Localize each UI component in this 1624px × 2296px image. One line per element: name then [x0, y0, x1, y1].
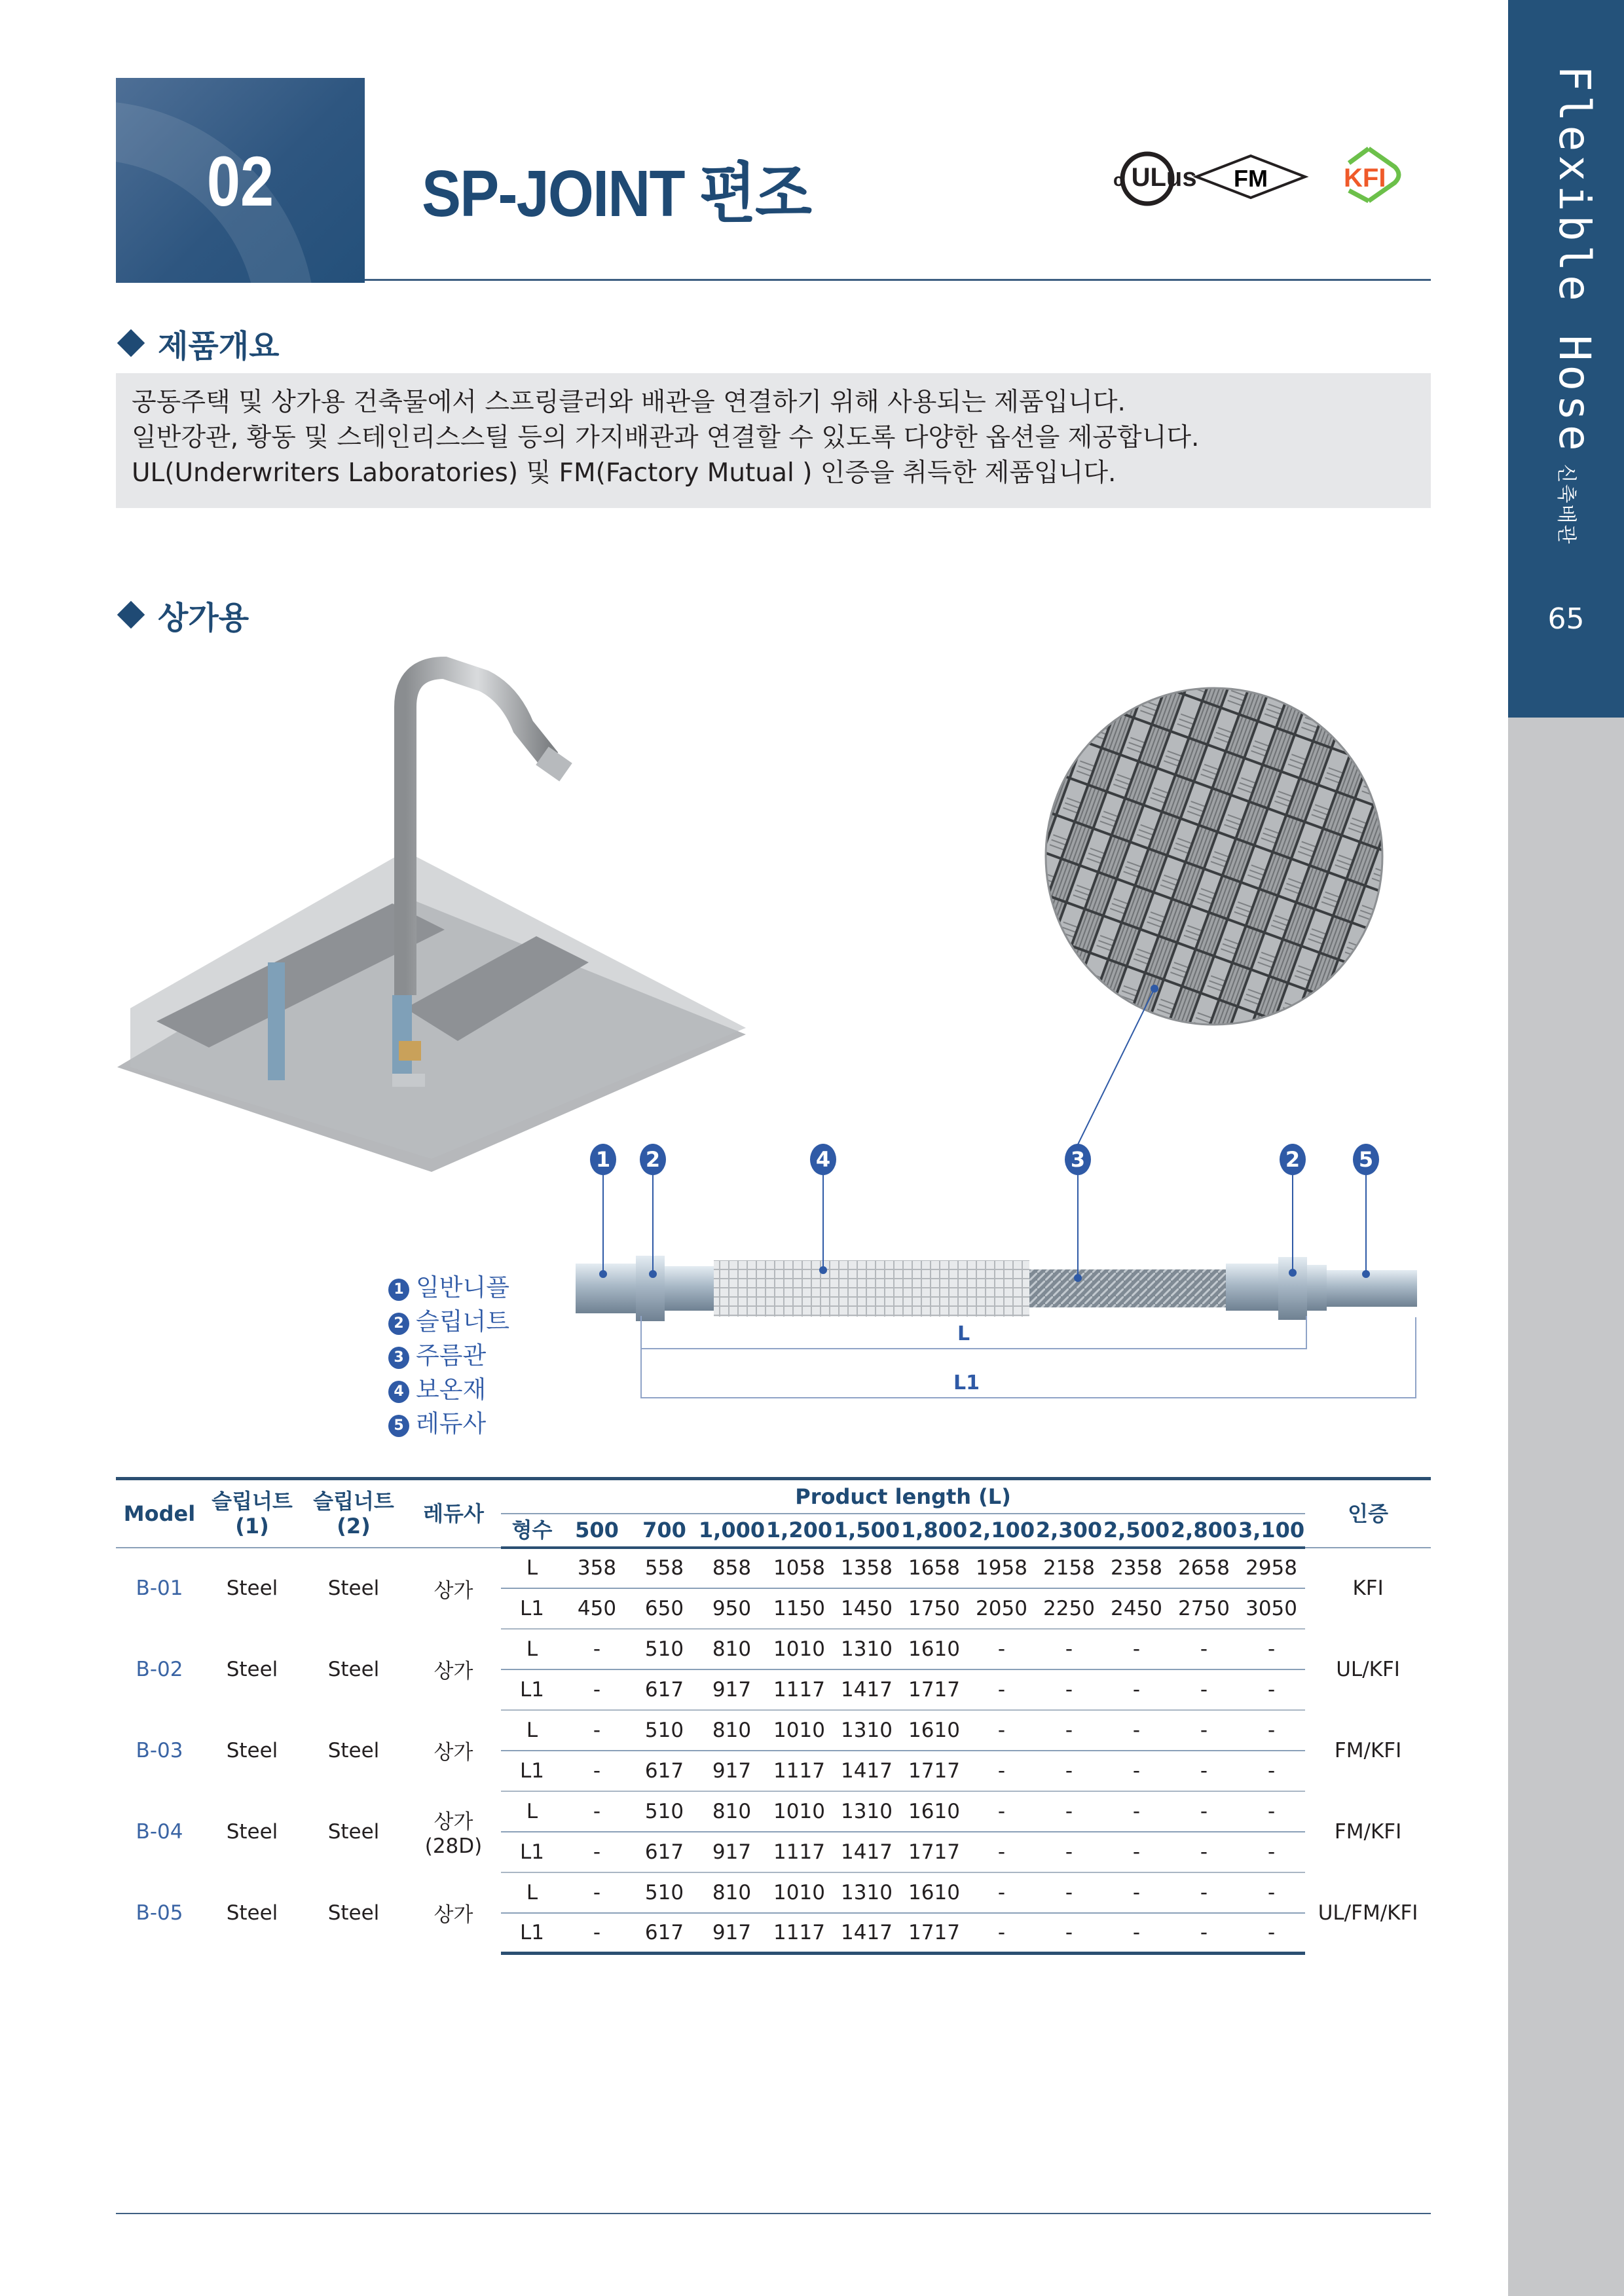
- reducer-cell: 상가(28D): [424, 1810, 483, 1858]
- length-cell: 510: [631, 1710, 698, 1751]
- length-cell: -: [1035, 1710, 1103, 1751]
- length-cell: -: [1170, 1751, 1238, 1791]
- length-cell: -: [968, 1629, 1035, 1669]
- header-size: 2,100: [968, 1514, 1035, 1548]
- cert-cell: UL/FM/KFI: [1318, 1901, 1418, 1925]
- header-size: 500: [563, 1514, 631, 1548]
- length-cell: 1150: [766, 1588, 833, 1629]
- corrugated-hose: [1029, 1269, 1226, 1307]
- header-reducer: 레듀사: [406, 1479, 501, 1548]
- length-cell: -: [1170, 1669, 1238, 1710]
- length-cell: 1010: [766, 1791, 833, 1832]
- type-cell: L1: [501, 1751, 563, 1791]
- slip-nut-1-cell: Steel: [226, 1738, 278, 1762]
- length-cell: 1417: [833, 1913, 900, 1954]
- legend-number: 5: [388, 1415, 409, 1437]
- cert-cell: FM/KFI: [1334, 1738, 1402, 1762]
- slip-nut-right: [1226, 1257, 1307, 1320]
- legend-label: 주름관: [416, 1341, 487, 1370]
- slip-nut-1-cell: Steel: [226, 1657, 278, 1681]
- length-cell: 2358: [1103, 1548, 1170, 1588]
- length-cell: -: [1103, 1629, 1170, 1669]
- length-cell: 1117: [766, 1669, 833, 1710]
- length-cell: 2050: [968, 1588, 1035, 1629]
- length-cell: -: [1035, 1629, 1103, 1669]
- length-cell: 1117: [766, 1751, 833, 1791]
- length-cell: 810: [698, 1791, 766, 1832]
- legend-item: [388, 1267, 509, 1303]
- length-cell: 510: [631, 1872, 698, 1913]
- length-cell: -: [1238, 1751, 1305, 1791]
- length-cell: 810: [698, 1710, 766, 1751]
- length-cell: -: [1238, 1832, 1305, 1872]
- length-cell: 1310: [833, 1710, 900, 1751]
- length-cell: 1610: [900, 1872, 968, 1913]
- length-cell: -: [968, 1710, 1035, 1751]
- length-cell: -: [1170, 1629, 1238, 1669]
- length-cell: -: [1238, 1629, 1305, 1669]
- length-cell: 1750: [900, 1588, 968, 1629]
- header-size: 2,300: [1035, 1514, 1103, 1548]
- dimension-lines: [641, 1316, 1416, 1398]
- svg-text:KFI: KFI: [1344, 164, 1386, 192]
- header-model: Model: [116, 1479, 203, 1548]
- svg-text:FM: FM: [1234, 165, 1268, 192]
- length-cell: -: [1035, 1832, 1103, 1872]
- model-cell: B-04: [136, 1819, 183, 1844]
- length-cell: 810: [698, 1629, 766, 1669]
- table-row: [116, 1872, 1431, 1913]
- length-cell: -: [968, 1791, 1035, 1832]
- marker-3: 3: [1065, 1144, 1091, 1175]
- overview-line: UL(Underwriters Laboratories) 및 FM(Factory Mutual ) 인증을 취득한 제품입니다.: [132, 458, 1116, 488]
- overview-heading-text: 제품개요: [158, 328, 280, 365]
- length-cell: 617: [631, 1751, 698, 1791]
- model-cell: B-05: [136, 1901, 183, 1925]
- cert-cell: UL/KFI: [1336, 1657, 1400, 1681]
- length-cell: -: [1170, 1791, 1238, 1832]
- length-cell: 3050: [1238, 1588, 1305, 1629]
- length-cell: 510: [631, 1791, 698, 1832]
- sidebar-subtitle: 신축배관: [1555, 464, 1578, 545]
- page-number: 65: [1547, 602, 1585, 636]
- ul-logo-text: cULus: [1113, 163, 1197, 192]
- overview-line: 일반강관, 황동 및 스테인리스스틸 등의 가지배관과 연결할 수 있도록 다양한 옵션을 제공합니다.: [132, 423, 1200, 452]
- length-cell: 1010: [766, 1872, 833, 1913]
- sidebar-grey-band: [1508, 718, 1624, 2296]
- length-cell: -: [1035, 1791, 1103, 1832]
- length-cell: -: [1035, 1751, 1103, 1791]
- reducer-cell: 상가: [434, 1741, 473, 1764]
- length-cell: 1610: [900, 1791, 968, 1832]
- length-cell: 617: [631, 1669, 698, 1710]
- length-cell: -: [1103, 1913, 1170, 1954]
- length-cell: -: [1238, 1913, 1305, 1954]
- model-cell: B-03: [136, 1738, 183, 1762]
- legend-item: [388, 1302, 509, 1337]
- slip-nut-2-cell: Steel: [327, 1901, 380, 1925]
- length-cell: -: [1035, 1669, 1103, 1710]
- spec-table: [116, 1477, 1431, 1955]
- length-cell: -: [563, 1751, 631, 1791]
- marker-2: 2: [640, 1144, 666, 1175]
- sidebar-title: [1508, 65, 1624, 545]
- length-cell: -: [1170, 1710, 1238, 1751]
- type-cell: L: [501, 1710, 563, 1751]
- legend-number: 1: [388, 1279, 409, 1301]
- length-cell: 558: [631, 1548, 698, 1588]
- length-cell: 1610: [900, 1710, 968, 1751]
- length-cell: 1417: [833, 1751, 900, 1791]
- type-cell: L: [501, 1629, 563, 1669]
- header-size: 1,200: [766, 1514, 833, 1548]
- length-cell: 810: [698, 1872, 766, 1913]
- cert-cell: KFI: [1352, 1576, 1384, 1600]
- length-cell: -: [1238, 1872, 1305, 1913]
- length-cell: -: [968, 1872, 1035, 1913]
- marker-1: 1: [590, 1144, 616, 1175]
- length-cell: 1010: [766, 1710, 833, 1751]
- legend-number: 3: [388, 1347, 409, 1369]
- slip-nut-2-cell: Steel: [327, 1738, 380, 1762]
- length-cell: -: [563, 1832, 631, 1872]
- header-size: 700: [631, 1514, 698, 1548]
- table-row: [116, 1629, 1431, 1669]
- length-cell: 1310: [833, 1629, 900, 1669]
- marker-4: 4: [810, 1144, 836, 1175]
- slip-nut-left: [636, 1256, 714, 1321]
- length-cell: 1117: [766, 1832, 833, 1872]
- table-row: [116, 1791, 1431, 1832]
- length-cell: 1450: [833, 1588, 900, 1629]
- header-size: 3,100: [1238, 1514, 1305, 1548]
- header-slip-nut-2: 슬립너트 (2): [301, 1479, 406, 1548]
- length-cell: 917: [698, 1913, 766, 1954]
- length-cell: -: [1170, 1913, 1238, 1954]
- length-cell: -: [1103, 1751, 1170, 1791]
- length-cell: -: [1238, 1710, 1305, 1751]
- length-cell: 358: [563, 1548, 631, 1588]
- length-cell: 1958: [968, 1548, 1035, 1588]
- reducer-cell: 상가: [434, 1903, 473, 1927]
- type-cell: L1: [501, 1913, 563, 1954]
- length-cell: 1717: [900, 1913, 968, 1954]
- length-cell: -: [1170, 1872, 1238, 1913]
- slip-nut-1-cell: Steel: [226, 1819, 278, 1844]
- slip-nut-2-cell: Steel: [327, 1819, 380, 1844]
- sidebar-title-text: Flexible Hose: [1549, 65, 1600, 455]
- length-cell: 617: [631, 1832, 698, 1872]
- type-cell: L: [501, 1548, 563, 1588]
- header-size: 1,000: [698, 1514, 766, 1548]
- overview-line: 공동주택 및 상가용 건축물에서 스프링클러와 배관을 연결하기 위해 사용되는 제품입니다.: [132, 388, 1126, 417]
- length-cell: 1058: [766, 1548, 833, 1588]
- length-cell: -: [968, 1751, 1035, 1791]
- length-cell: 2250: [1035, 1588, 1103, 1629]
- legend-label: 보온재: [416, 1376, 487, 1404]
- insulation: [714, 1260, 1029, 1317]
- length-cell: -: [563, 1669, 631, 1710]
- reducer: [1307, 1265, 1417, 1311]
- type-cell: L1: [501, 1832, 563, 1872]
- section-number: 02: [206, 141, 274, 221]
- length-cell: -: [1103, 1832, 1170, 1872]
- length-cell: 1010: [766, 1629, 833, 1669]
- marker-2: 2: [1280, 1144, 1306, 1175]
- legend-item: [388, 1404, 486, 1439]
- legend-label: 레듀사: [416, 1410, 487, 1438]
- length-cell: -: [1170, 1832, 1238, 1872]
- length-cell: 917: [698, 1751, 766, 1791]
- model-cell: B-02: [136, 1657, 183, 1681]
- header-product-length: Product length (L): [501, 1479, 1305, 1514]
- slip-nut-2-cell: Steel: [327, 1657, 380, 1681]
- table-row: [116, 1710, 1431, 1751]
- slip-nut-2-cell: Steel: [327, 1576, 380, 1600]
- legend-label: 일반니플: [416, 1273, 509, 1302]
- page-title: SP-JOINT 편조: [422, 157, 811, 230]
- reducer-cell: 상가: [434, 1578, 473, 1603]
- length-cell: 950: [698, 1588, 766, 1629]
- dimension-l-label: L: [957, 1322, 970, 1345]
- header-size: 1,800: [900, 1514, 968, 1548]
- legend-number: 4: [388, 1381, 409, 1403]
- nipple: [576, 1264, 636, 1313]
- footer-divider: [116, 2213, 1431, 2214]
- marker-5: 5: [1353, 1144, 1379, 1175]
- length-cell: -: [563, 1872, 631, 1913]
- length-cell: -: [1103, 1872, 1170, 1913]
- length-cell: -: [968, 1913, 1035, 1954]
- length-cell: 2658: [1170, 1548, 1238, 1588]
- length-cell: 650: [631, 1588, 698, 1629]
- length-cell: -: [1238, 1669, 1305, 1710]
- header-cert: 인증: [1305, 1479, 1431, 1548]
- legend-number: 2: [388, 1313, 409, 1335]
- dimension-l1-label: L1: [953, 1372, 980, 1394]
- length-cell: 1717: [900, 1832, 968, 1872]
- reducer-cell: 상가: [434, 1660, 473, 1683]
- slip-nut-1-cell: Steel: [226, 1576, 278, 1600]
- length-cell: -: [1103, 1669, 1170, 1710]
- length-cell: 450: [563, 1588, 631, 1629]
- legend-label: 슬립너트: [416, 1307, 509, 1336]
- leader-lines: [600, 985, 1369, 1281]
- length-cell: 2750: [1170, 1588, 1238, 1629]
- length-cell: 1717: [900, 1669, 968, 1710]
- header-slip-nut-1: 슬립너트 (1): [203, 1479, 301, 1548]
- type-cell: L: [501, 1791, 563, 1832]
- length-cell: 1358: [833, 1548, 900, 1588]
- length-cell: 1117: [766, 1913, 833, 1954]
- model-cell: B-01: [136, 1576, 183, 1600]
- length-cell: -: [968, 1832, 1035, 1872]
- length-cell: 1310: [833, 1791, 900, 1832]
- length-cell: 917: [698, 1832, 766, 1872]
- header-size: 2,800: [1170, 1514, 1238, 1548]
- length-cell: 1610: [900, 1629, 968, 1669]
- type-cell: L1: [501, 1588, 563, 1629]
- slip-nut-1-cell: Steel: [226, 1901, 278, 1925]
- length-cell: 2158: [1035, 1548, 1103, 1588]
- length-cell: 2450: [1103, 1588, 1170, 1629]
- length-cell: -: [563, 1629, 631, 1669]
- legend-item: [388, 1370, 486, 1405]
- length-cell: 1417: [833, 1669, 900, 1710]
- length-cell: 1717: [900, 1751, 968, 1791]
- length-cell: -: [968, 1669, 1035, 1710]
- type-cell: L: [501, 1872, 563, 1913]
- commercial-heading-text: 상가용: [158, 600, 249, 636]
- length-cell: 617: [631, 1913, 698, 1954]
- type-cell: L1: [501, 1669, 563, 1710]
- length-cell: -: [563, 1710, 631, 1751]
- header-size: 1,500: [833, 1514, 900, 1548]
- length-cell: 1417: [833, 1832, 900, 1872]
- legend-item: [388, 1336, 486, 1371]
- header-size: 2,500: [1103, 1514, 1170, 1548]
- length-cell: 1658: [900, 1548, 968, 1588]
- length-cell: 858: [698, 1548, 766, 1588]
- length-cell: -: [563, 1913, 631, 1954]
- length-cell: -: [1238, 1791, 1305, 1832]
- length-cell: -: [1035, 1913, 1103, 1954]
- length-cell: 917: [698, 1669, 766, 1710]
- length-cell: -: [1035, 1872, 1103, 1913]
- length-cell: -: [1103, 1710, 1170, 1751]
- table-row: [116, 1548, 1431, 1588]
- header-type: 형수: [501, 1514, 563, 1548]
- length-cell: -: [563, 1791, 631, 1832]
- length-cell: 2958: [1238, 1548, 1305, 1588]
- length-cell: -: [1103, 1791, 1170, 1832]
- cert-cell: FM/KFI: [1334, 1819, 1402, 1844]
- length-cell: 510: [631, 1629, 698, 1669]
- length-cell: 1310: [833, 1872, 900, 1913]
